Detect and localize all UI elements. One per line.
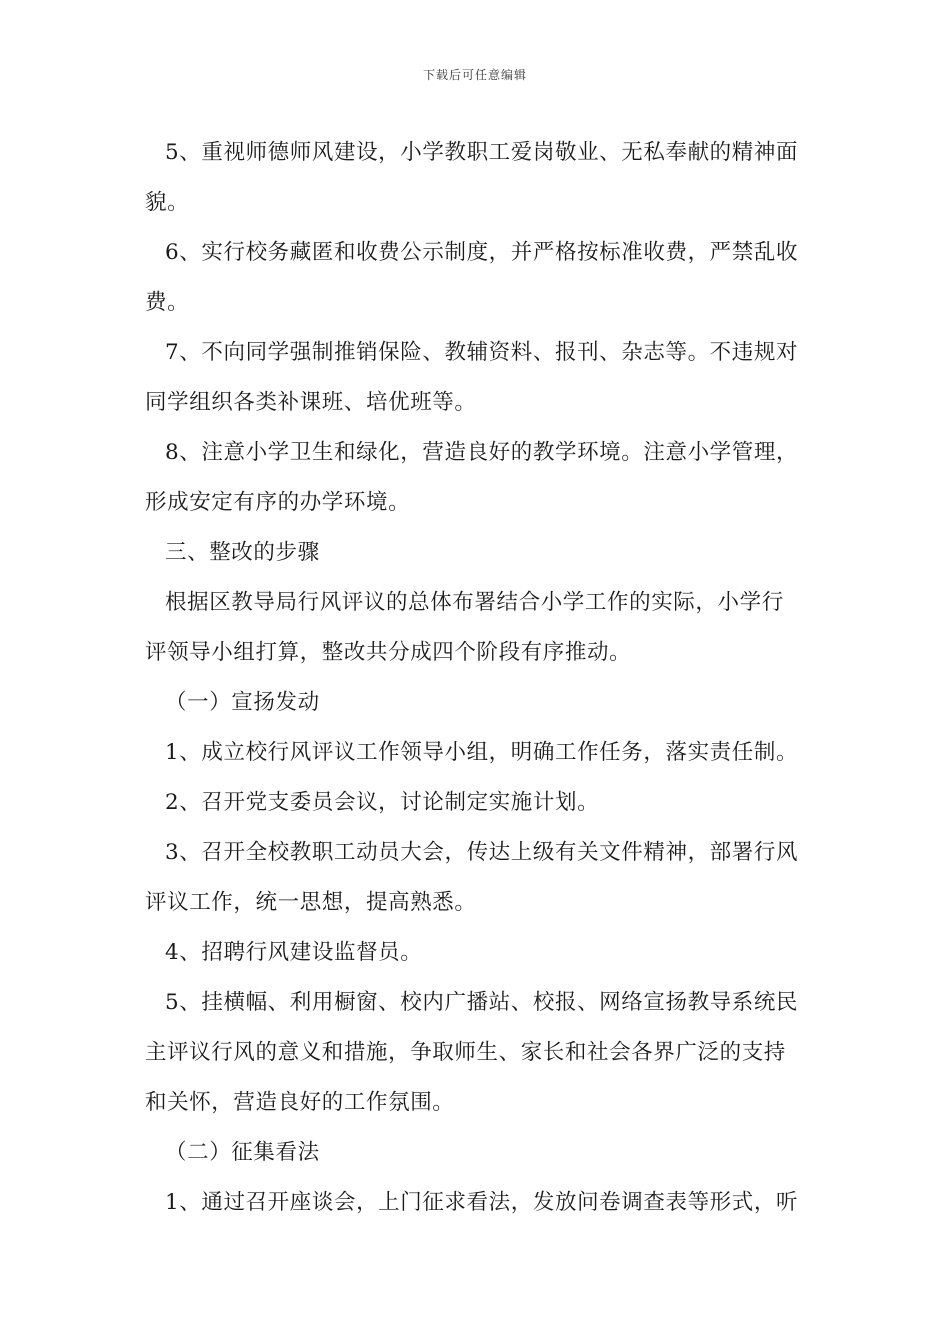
section-heading: 三、整改的步骤 [165, 540, 320, 565]
paragraph-line: 费。 [145, 290, 190, 315]
page-header-note: 下载后可任意编辑 [422, 68, 527, 82]
paragraph-line: 根据区教导局行风评议的总体布署结合小学工作的实际，小学行 [165, 590, 784, 615]
paragraph-line: 5、重视师德师风建设，小学教职工爱岗敬业、无私奉献的精神面 [165, 140, 799, 165]
subsection-heading: （一）宣扬发动 [165, 690, 320, 715]
paragraph-line: 5、挂横幅、利用橱窗、校内广播站、校报、网络宣扬教导系统民 [165, 990, 799, 1015]
paragraph-line: 3、召开全校教职工动员大会，传达上级有关文件精神，部署行风 [165, 840, 799, 865]
paragraph-line: 8、注意小学卫生和绿化，营造良好的教学环境。注意小学管理， [165, 440, 799, 465]
paragraph-line: 貌。 [145, 190, 190, 215]
paragraph-line: 同学组织各类补课班、培优班等。 [145, 390, 477, 415]
paragraph-line: 评领导小组打算，整改共分成四个阶段有序推动。 [145, 640, 632, 665]
paragraph-line: 1、通过召开座谈会，上门征求看法，发放问卷调查表等形式，听 [165, 1190, 799, 1215]
paragraph-line: 主评议行风的意义和措施，争取师生、家长和社会各界广泛的支持 [145, 1040, 786, 1065]
paragraph-line: 评议工作，统一思想，提高熟悉。 [145, 890, 477, 915]
paragraph-line: 形成安定有序的办学环境。 [145, 490, 411, 515]
paragraph-line: 和关怀，营造良好的工作氛围。 [145, 1090, 455, 1115]
paragraph-line: 7、不向同学强制推销保险、教辅资料、报刊、杂志等。不违规对 [165, 340, 799, 365]
subsection-heading: （二）征集看法 [165, 1140, 320, 1165]
paragraph-line: 1、成立校行风评议工作领导小组，明确工作任务，落实责任制。 [165, 740, 799, 765]
paragraph-line: 6、实行校务藏匿和收费公示制度，并严格按标准收费，严禁乱收 [165, 240, 799, 265]
document-body [145, 128, 807, 1228]
paragraph-line: 4、招聘行风建设监督员。 [165, 940, 423, 965]
paragraph-line: 2、召开党支委员会议，讨论制定实施计划。 [165, 790, 600, 815]
